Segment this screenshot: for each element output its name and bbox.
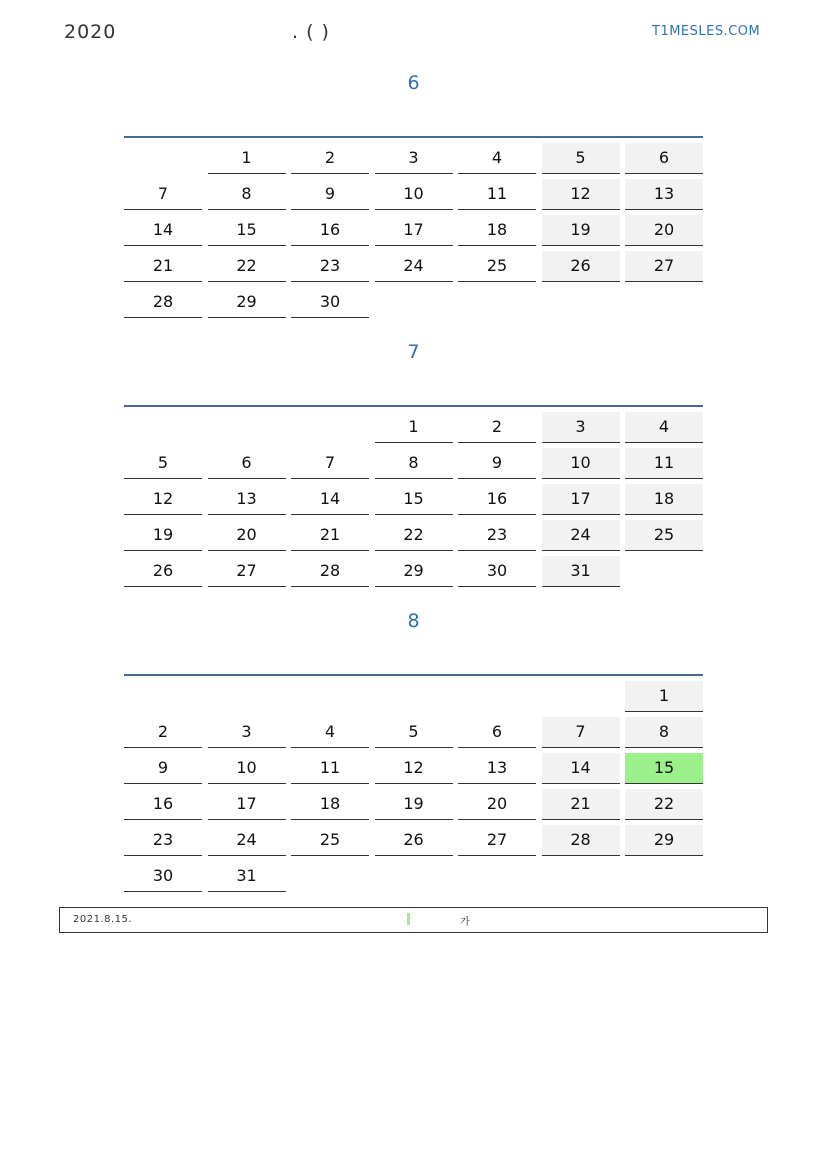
day-cell[interactable]: 27: [458, 825, 536, 856]
month-title: 6: [407, 72, 420, 94]
day-cell[interactable]: 24: [542, 520, 620, 551]
day-cell[interactable]: 29: [375, 556, 453, 587]
day-cell[interactable]: 1: [208, 143, 286, 174]
day-cell[interactable]: 11: [458, 179, 536, 210]
day-cell[interactable]: 26: [124, 556, 202, 587]
day-cell[interactable]: 30: [291, 287, 369, 318]
day-cell[interactable]: 9: [458, 448, 536, 479]
day-cell[interactable]: 2: [458, 412, 536, 443]
day-cell[interactable]: 29: [625, 825, 703, 856]
footer-box: [59, 907, 768, 933]
day-cell[interactable]: 12: [124, 484, 202, 515]
day-cell[interactable]: 21: [291, 520, 369, 551]
day-cell[interactable]: 1: [375, 412, 453, 443]
day-cell[interactable]: 30: [458, 556, 536, 587]
day-cell[interactable]: 23: [458, 520, 536, 551]
day-cell[interactable]: 14: [124, 215, 202, 246]
day-cell[interactable]: 2: [291, 143, 369, 174]
day-cell[interactable]: 19: [375, 789, 453, 820]
day-cell[interactable]: 4: [291, 717, 369, 748]
day-cell[interactable]: 10: [208, 753, 286, 784]
day-cell[interactable]: 2: [124, 717, 202, 748]
day-cell[interactable]: 13: [458, 753, 536, 784]
day-cell[interactable]: 5: [375, 717, 453, 748]
day-cell[interactable]: 14: [542, 753, 620, 784]
day-cell[interactable]: 9: [124, 753, 202, 784]
day-cell[interactable]: 15: [208, 215, 286, 246]
day-cell[interactable]: 16: [291, 215, 369, 246]
day-cell[interactable]: 22: [375, 520, 453, 551]
day-cell[interactable]: 3: [375, 143, 453, 174]
day-cell[interactable]: 20: [625, 215, 703, 246]
header-year: 2020: [64, 21, 117, 43]
day-cell[interactable]: 24: [208, 825, 286, 856]
month-title: 7: [407, 341, 420, 363]
day-cell[interactable]: 5: [542, 143, 620, 174]
day-cell[interactable]: 4: [625, 412, 703, 443]
day-cell[interactable]: 12: [375, 753, 453, 784]
day-cell[interactable]: 16: [458, 484, 536, 515]
day-cell[interactable]: 7: [291, 448, 369, 479]
day-cell[interactable]: 6: [458, 717, 536, 748]
day-cell[interactable]: 31: [208, 861, 286, 892]
day-cell[interactable]: 19: [124, 520, 202, 551]
day-cell[interactable]: 19: [542, 215, 620, 246]
day-cell[interactable]: 3: [208, 717, 286, 748]
day-cell[interactable]: 8: [208, 179, 286, 210]
day-cell[interactable]: 25: [291, 825, 369, 856]
month-rule: [124, 405, 703, 407]
day-cell[interactable]: 26: [375, 825, 453, 856]
day-cell[interactable]: 25: [458, 251, 536, 282]
day-cell[interactable]: 7: [124, 179, 202, 210]
day-cell-holiday[interactable]: 15: [625, 753, 703, 784]
day-cell[interactable]: 13: [625, 179, 703, 210]
month-rule: [124, 674, 703, 676]
day-cell[interactable]: 21: [124, 251, 202, 282]
header-title-paren: . ( ): [292, 21, 330, 43]
day-cell[interactable]: 4: [458, 143, 536, 174]
day-cell[interactable]: 12: [542, 179, 620, 210]
day-cell[interactable]: 10: [542, 448, 620, 479]
day-cell[interactable]: 5: [124, 448, 202, 479]
site-link[interactable]: T1MESLES.COM: [652, 24, 761, 39]
month-title: 8: [407, 610, 420, 632]
day-cell[interactable]: 6: [208, 448, 286, 479]
day-cell[interactable]: 15: [375, 484, 453, 515]
day-cell[interactable]: 26: [542, 251, 620, 282]
day-cell[interactable]: 6: [625, 143, 703, 174]
day-cell[interactable]: 17: [208, 789, 286, 820]
day-cell[interactable]: 17: [542, 484, 620, 515]
day-cell[interactable]: 20: [458, 789, 536, 820]
day-cell[interactable]: 22: [625, 789, 703, 820]
footer-legend-text: 가: [460, 917, 470, 928]
holiday-legend-swatch: [407, 913, 410, 925]
day-cell[interactable]: 16: [124, 789, 202, 820]
day-cell[interactable]: 11: [625, 448, 703, 479]
day-cell[interactable]: 18: [458, 215, 536, 246]
day-cell[interactable]: 24: [375, 251, 453, 282]
day-cell[interactable]: 11: [291, 753, 369, 784]
day-cell[interactable]: 21: [542, 789, 620, 820]
footer-note: 2021.8.15.: [73, 914, 133, 925]
day-cell[interactable]: 20: [208, 520, 286, 551]
day-cell[interactable]: 31: [542, 556, 620, 587]
day-cell[interactable]: 23: [124, 825, 202, 856]
day-cell[interactable]: 18: [291, 789, 369, 820]
day-cell[interactable]: 14: [291, 484, 369, 515]
day-cell[interactable]: 8: [625, 717, 703, 748]
day-cell[interactable]: 10: [375, 179, 453, 210]
day-cell[interactable]: 13: [208, 484, 286, 515]
day-cell[interactable]: 8: [375, 448, 453, 479]
day-cell[interactable]: 27: [208, 556, 286, 587]
day-cell[interactable]: 28: [542, 825, 620, 856]
day-cell[interactable]: 9: [291, 179, 369, 210]
day-cell[interactable]: 7: [542, 717, 620, 748]
day-cell[interactable]: 29: [208, 287, 286, 318]
day-cell[interactable]: 1: [625, 681, 703, 712]
day-cell[interactable]: 27: [625, 251, 703, 282]
day-cell[interactable]: 30: [124, 861, 202, 892]
day-cell[interactable]: 28: [291, 556, 369, 587]
day-cell[interactable]: 22: [208, 251, 286, 282]
day-cell[interactable]: 23: [291, 251, 369, 282]
day-cell[interactable]: 25: [625, 520, 703, 551]
month-rule: [124, 136, 703, 138]
day-cell[interactable]: 18: [625, 484, 703, 515]
day-cell[interactable]: 17: [375, 215, 453, 246]
day-cell[interactable]: 3: [542, 412, 620, 443]
day-cell[interactable]: 28: [124, 287, 202, 318]
